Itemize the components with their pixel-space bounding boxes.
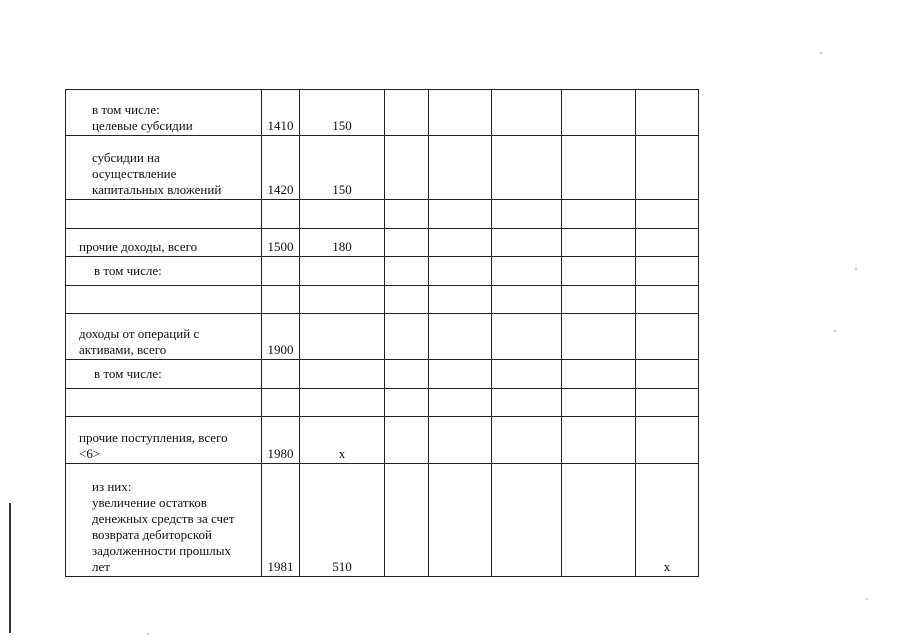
value-cell: 180 — [300, 229, 385, 257]
row-label: доходы от операций с активами, всего — [66, 314, 262, 360]
table-row — [66, 229, 699, 257]
row-label: прочие доходы, всего — [66, 229, 262, 257]
financial-plan-table — [65, 89, 699, 577]
value-cell — [562, 464, 636, 577]
value-cell — [429, 360, 492, 389]
value-cell — [385, 314, 429, 360]
value-cell — [492, 417, 562, 464]
value-cell — [492, 200, 562, 229]
row-code — [262, 286, 300, 314]
row-code — [262, 200, 300, 229]
table-row — [66, 360, 699, 389]
value-cell — [429, 136, 492, 200]
value-cell — [562, 389, 636, 417]
value-cell — [429, 200, 492, 229]
value-cell — [636, 229, 699, 257]
row-label: в том числе: целевые субсидии — [66, 90, 262, 136]
value-cell — [636, 136, 699, 200]
row-code: 1420 — [262, 136, 300, 200]
value-cell — [385, 90, 429, 136]
value-cell — [385, 200, 429, 229]
value-cell — [562, 286, 636, 314]
value-cell — [385, 417, 429, 464]
value-cell — [429, 464, 492, 577]
value-cell: 150 — [300, 136, 385, 200]
row-code: 1500 — [262, 229, 300, 257]
value-cell — [562, 200, 636, 229]
scan-speck — [820, 52, 822, 54]
row-label: в том числе: — [66, 360, 262, 389]
value-cell: 150 — [300, 90, 385, 136]
value-cell — [300, 200, 385, 229]
value-cell — [636, 360, 699, 389]
row-label — [66, 200, 262, 229]
row-label — [66, 286, 262, 314]
table-row — [66, 389, 699, 417]
table-row — [66, 464, 699, 577]
value-cell — [385, 257, 429, 286]
value-cell — [385, 136, 429, 200]
row-label: в том числе: — [66, 257, 262, 286]
value-cell — [492, 286, 562, 314]
value-cell — [636, 417, 699, 464]
value-cell — [492, 229, 562, 257]
scan-speck — [834, 330, 836, 332]
value-cell: 510 — [300, 464, 385, 577]
value-cell — [636, 314, 699, 360]
scan-edge-mark — [9, 503, 11, 633]
value-cell — [385, 360, 429, 389]
row-code — [262, 389, 300, 417]
value-cell — [492, 360, 562, 389]
value-cell — [492, 314, 562, 360]
value-cell — [636, 200, 699, 229]
value-cell — [429, 286, 492, 314]
value-cell — [492, 389, 562, 417]
value-cell — [385, 286, 429, 314]
value-cell — [562, 90, 636, 136]
value-cell — [562, 229, 636, 257]
row-label: прочие поступления, всего <6> — [66, 417, 262, 464]
value-cell — [429, 257, 492, 286]
value-cell — [429, 389, 492, 417]
table-row — [66, 314, 699, 360]
value-cell — [636, 90, 699, 136]
row-code: 1980 — [262, 417, 300, 464]
table-row — [66, 136, 699, 200]
value-cell — [300, 360, 385, 389]
value-cell — [492, 90, 562, 136]
value-cell — [562, 136, 636, 200]
value-cell — [385, 229, 429, 257]
value-cell — [385, 389, 429, 417]
value-cell — [636, 389, 699, 417]
table-row — [66, 286, 699, 314]
row-label: из них: увеличение остатков денежных средств за счет возврата дебиторской задолженности прошлых лет — [66, 464, 262, 577]
table-row — [66, 257, 699, 286]
row-label: субсидии на осуществление капитальных вложений — [66, 136, 262, 200]
value-cell — [300, 314, 385, 360]
value-cell — [562, 417, 636, 464]
value-cell — [492, 257, 562, 286]
value-cell — [429, 229, 492, 257]
value-cell — [300, 389, 385, 417]
table-row — [66, 417, 699, 464]
value-cell — [492, 136, 562, 200]
row-code: 1981 — [262, 464, 300, 577]
table-row — [66, 200, 699, 229]
scan-speck — [855, 268, 857, 270]
value-cell: х — [300, 417, 385, 464]
value-cell — [492, 464, 562, 577]
row-code — [262, 257, 300, 286]
value-cell — [429, 314, 492, 360]
row-code — [262, 360, 300, 389]
value-cell — [385, 464, 429, 577]
value-cell — [300, 286, 385, 314]
value-cell — [562, 257, 636, 286]
table-row — [66, 90, 699, 136]
value-cell — [636, 257, 699, 286]
row-label — [66, 389, 262, 417]
value-cell — [429, 417, 492, 464]
row-code: 1410 — [262, 90, 300, 136]
value-cell — [562, 360, 636, 389]
value-cell — [300, 257, 385, 286]
value-cell — [429, 90, 492, 136]
row-code: 1900 — [262, 314, 300, 360]
scan-speck — [147, 633, 149, 635]
value-cell — [562, 314, 636, 360]
scan-speck — [866, 598, 868, 600]
value-cell — [636, 286, 699, 314]
value-cell: х — [636, 464, 699, 577]
